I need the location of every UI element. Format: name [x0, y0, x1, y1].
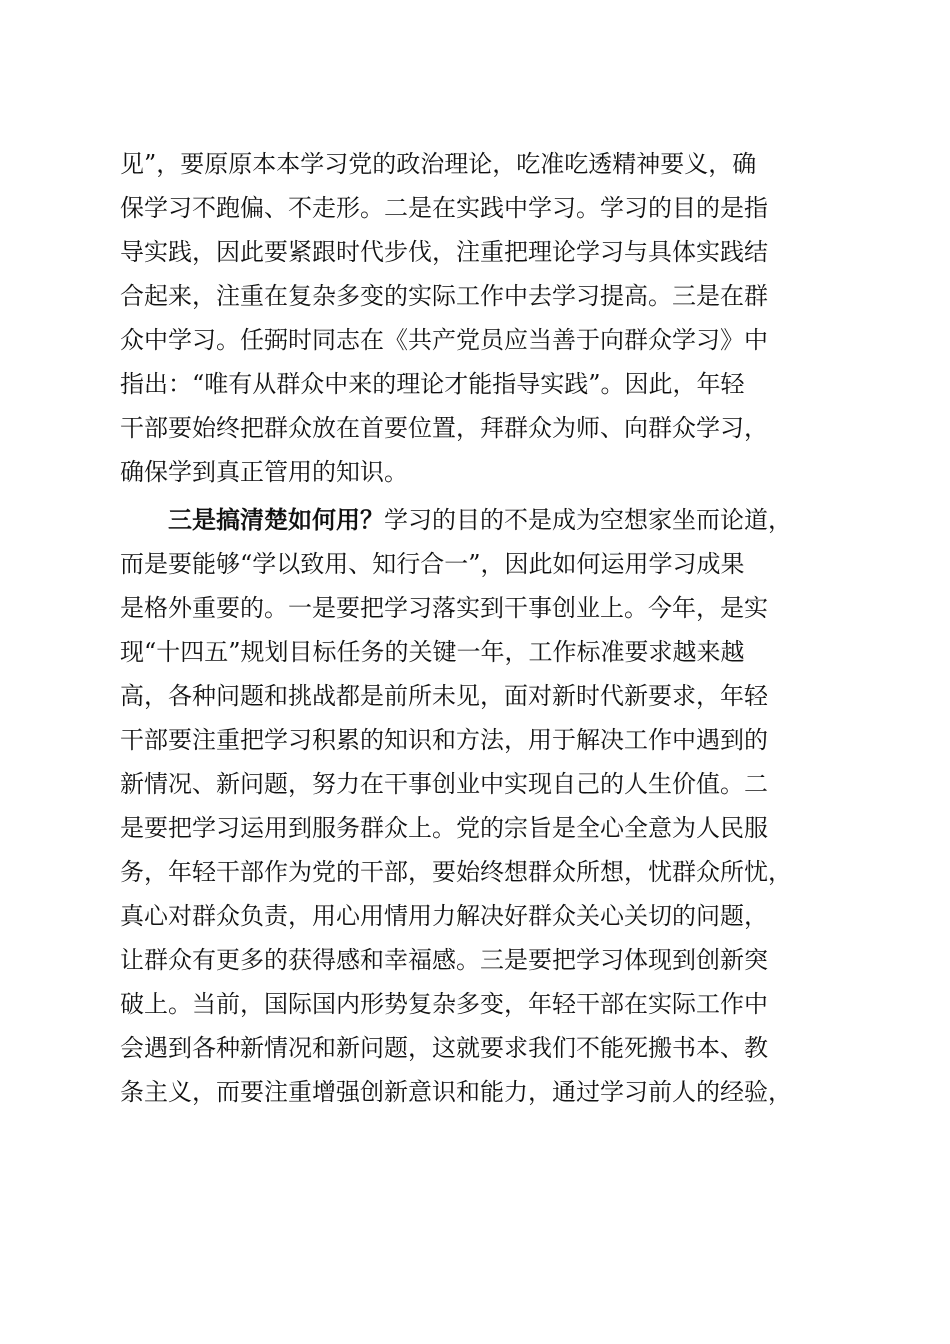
paragraph-2 [120, 498, 832, 1114]
text-line: 真心对群众负责，用心用情用力解决好群众关心关切的问题， [120, 902, 768, 930]
text-line: 合起来，注重在复杂多变的实际工作中去学习提高。三是在群 [120, 282, 768, 310]
text-line: 现“十四五”规划目标任务的关键一年，工作标准要求越来越 [120, 638, 745, 666]
text-line: 众中学习。任弼时同志在《共产党员应当善于向群众学习》中 [120, 326, 768, 354]
text-line: 导实践，因此要紧跟时代步伐，注重把理论学习与具体实践结 [120, 238, 768, 266]
text-line: 指出：“唯有从群众中来的理论才能指导实践”。因此，年轻 [120, 370, 745, 398]
first-line-text: 学习的目的不是成为空想家坐而论道， [384, 506, 792, 534]
section-lead-heading: 三是搞清楚如何用？ [168, 506, 384, 534]
paragraph-first-line [120, 498, 832, 542]
text-line: 干部要始终把群众放在首要位置，拜群众为师、向群众学习， [120, 414, 768, 442]
text-line: 务，年轻干部作为党的干部，要始终想群众所想，忧群众所忧， [120, 858, 792, 886]
text-line: 保学习不跑偏、不走形。二是在实践中学习。学习的目的是指 [120, 194, 768, 222]
text-line: 高，各种问题和挑战都是前所未见，面对新时代新要求，年轻 [120, 682, 768, 710]
text-line: 是要把学习运用到服务群众上。党的宗旨是全心全意为人民服 [120, 814, 768, 842]
text-line: 确保学到真正管用的知识。 [120, 458, 408, 486]
text-line: 新情况、新问题，努力在干事创业中实现自己的人生价值。二 [120, 770, 768, 798]
text-line: 是格外重要的。一是要把学习落实到干事创业上。今年，是实 [120, 594, 768, 622]
text-line: 干部要注重把学习积累的知识和方法，用于解决工作中遇到的 [120, 726, 768, 754]
text-line: 会遇到各种新情况和新问题，这就要求我们不能死搬书本、教 [120, 1034, 768, 1062]
text-line: 条主义，而要注重增强创新意识和能力，通过学习前人的经验， [120, 1078, 792, 1106]
text-line: 而是要能够“学以致用、知行合一”，因此如何运用学习成果 [120, 550, 745, 578]
paragraph-1 [120, 142, 832, 494]
text-line: 见”，要原原本本学习党的政治理论，吃准吃透精神要义，确 [120, 150, 757, 178]
text-line: 让群众有更多的获得感和幸福感。三是要把学习体现到创新突 [120, 946, 768, 974]
document-body [120, 142, 832, 1114]
text-line: 破上。当前，国际国内形势复杂多变，年轻干部在实际工作中 [120, 990, 768, 1018]
